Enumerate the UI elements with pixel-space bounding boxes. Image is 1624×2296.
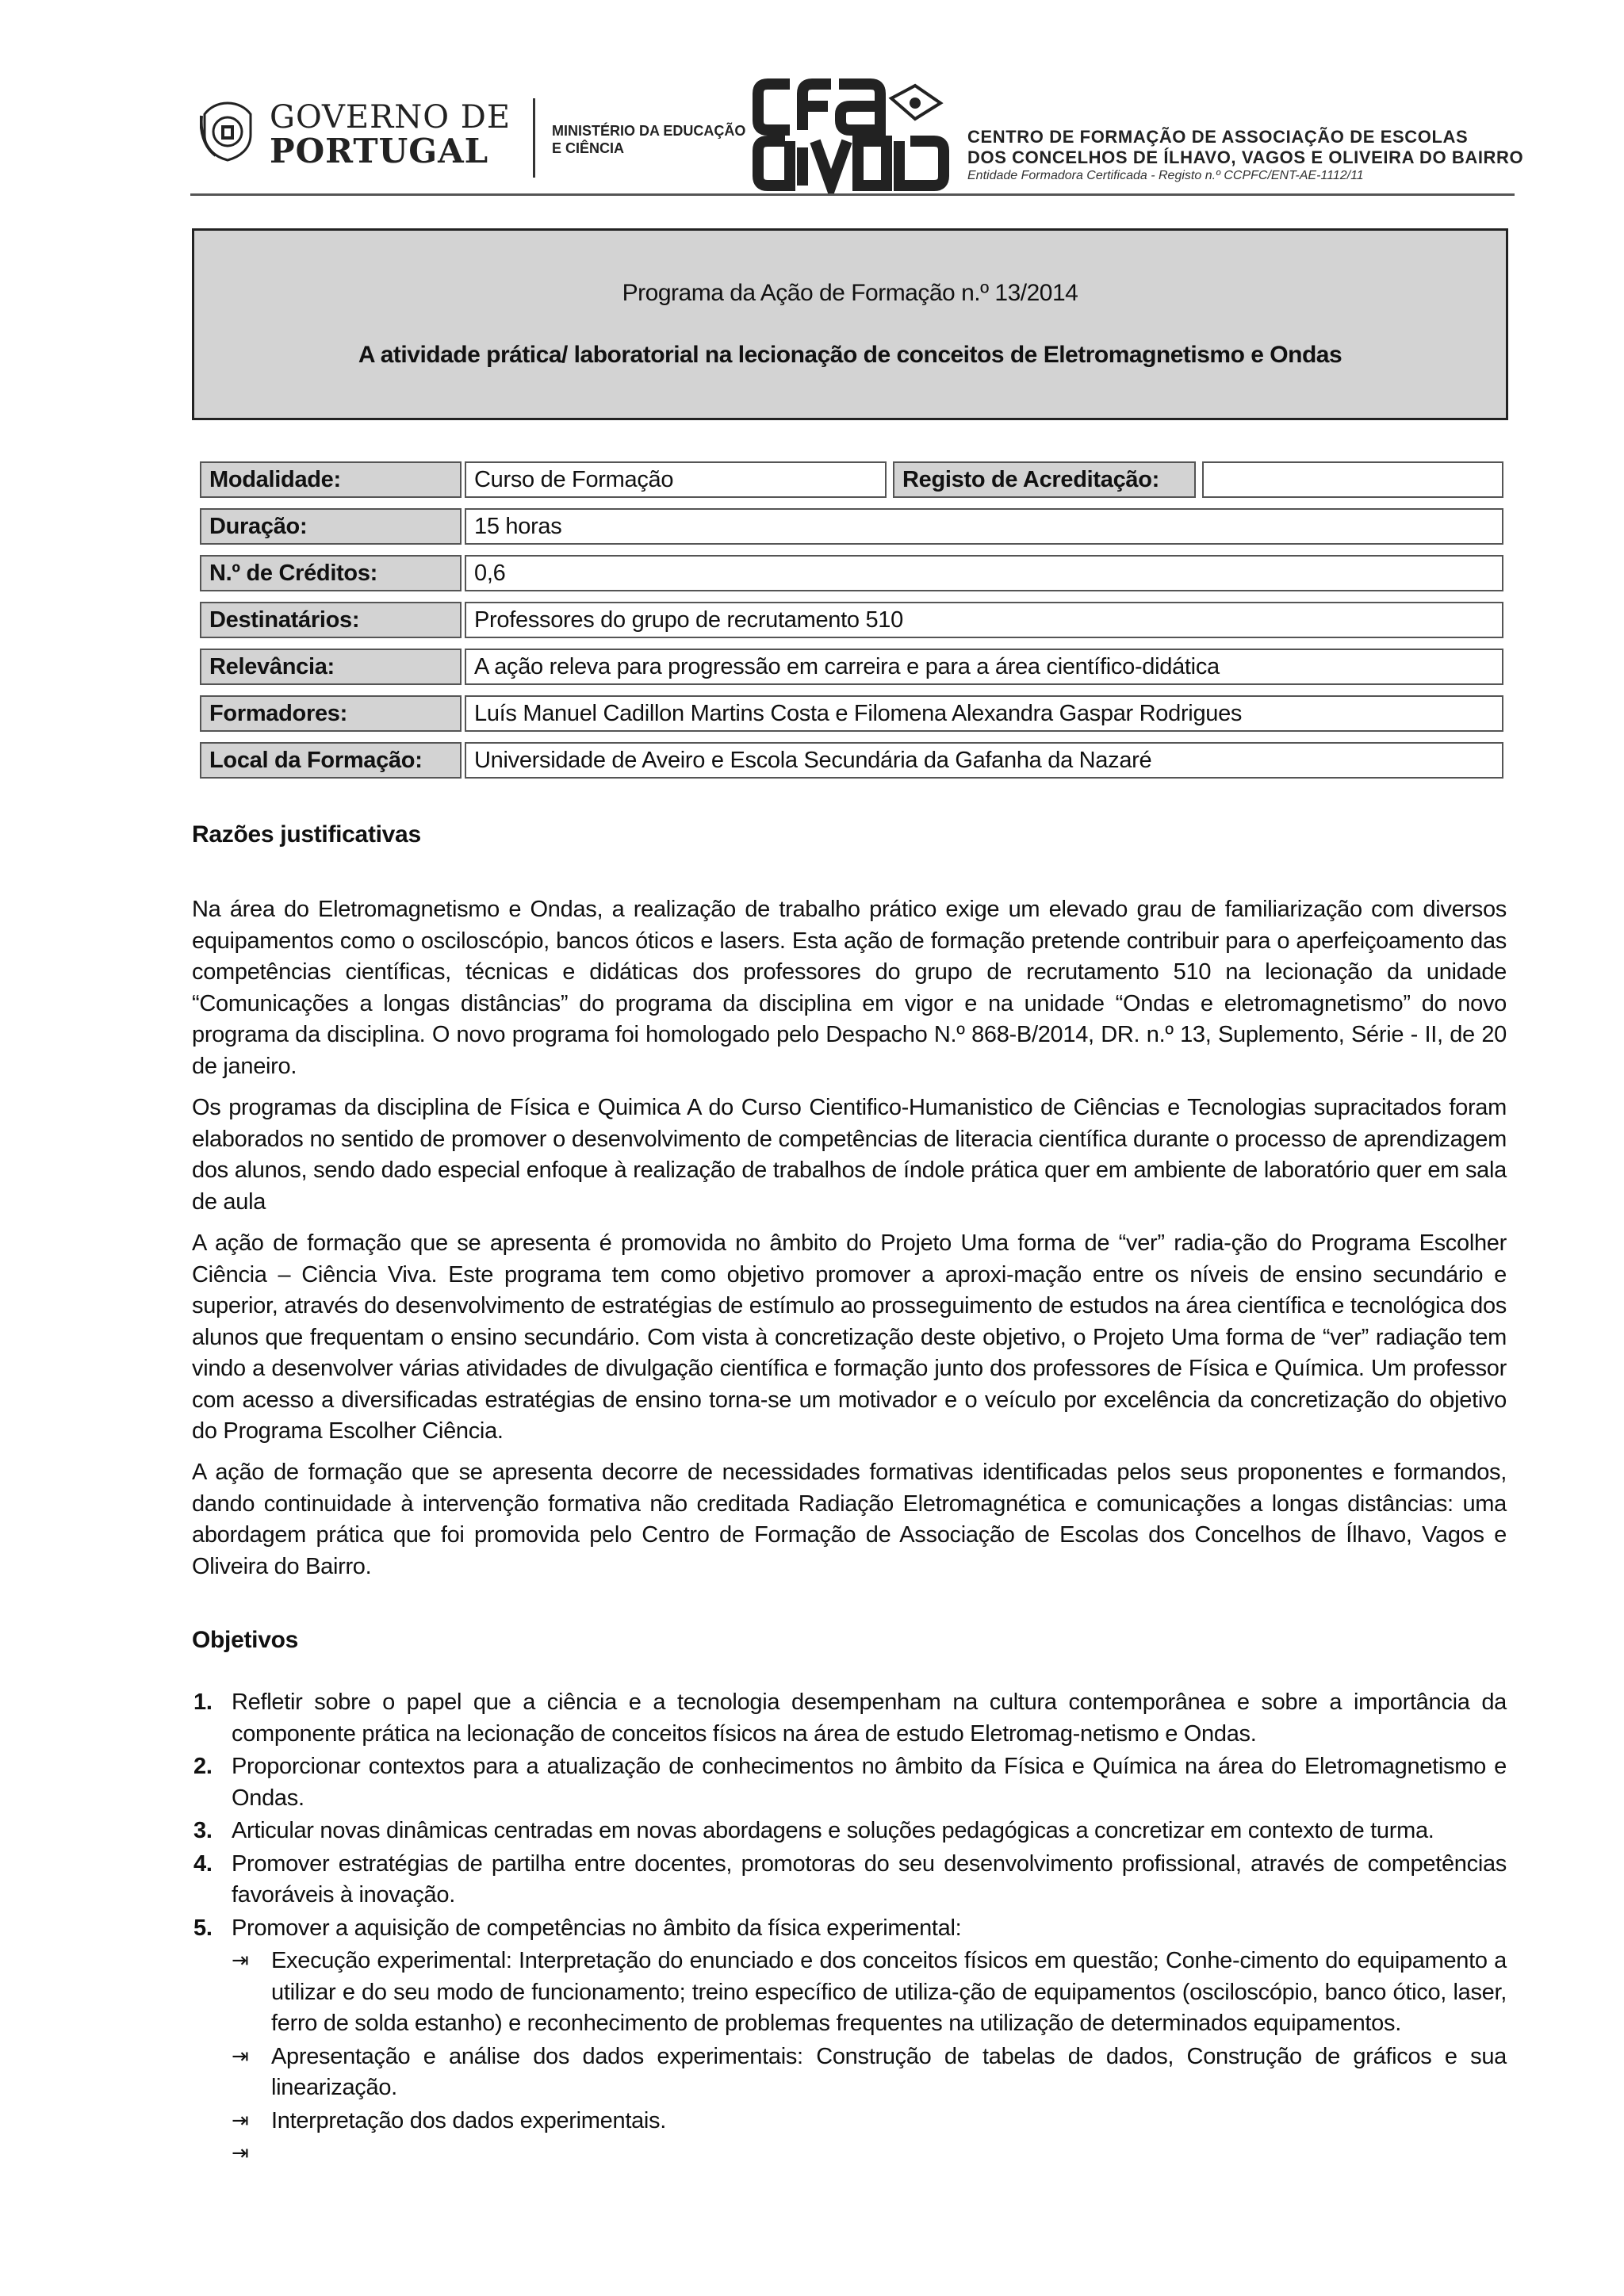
list-item [192, 1816, 1507, 1847]
list-item [192, 1687, 1507, 1750]
razoes-heading: Razões justificativas [192, 821, 421, 848]
destinatarios-label: Destinatários: [200, 602, 462, 638]
creditos-label: N.º de Créditos: [200, 555, 462, 591]
list-item-number: 4. [193, 1850, 213, 1877]
local-label: Local da Formação: [200, 742, 462, 779]
registo-label: Registo de Acreditação: [893, 461, 1196, 498]
portugal-coat-of-arms-icon [200, 100, 255, 162]
duracao-value: 15 horas [465, 508, 1503, 545]
list-item-number: 5. [193, 1915, 213, 1941]
center-registry: Entidade Formadora Certificada - Registo n.º CCPFC/ENT-AE-1112/11 [967, 169, 1364, 182]
sub-list-item [192, 2106, 1507, 2137]
arrow-right-to-bar-icon: ⇥ [232, 1949, 249, 1973]
page-header [190, 70, 1524, 197]
list-item [192, 1913, 1507, 1945]
center-line1: CENTRO DE FORMAÇÃO DE ASSOCIAÇÃO DE ESCOLAS [967, 127, 1469, 147]
header-rule [190, 193, 1515, 196]
sub-list-item-text [271, 2141, 278, 2166]
sub-list-item-text: Interpretação dos dados experimentais. [271, 2107, 667, 2133]
local-value: Universidade de Aveiro e Escola Secundária da Gafanha da Nazaré [465, 742, 1503, 779]
sub-list-item-text: Apresentação e análise dos dados experimentais: Construção de tabelas de dados, Construção de gráficos e sua linearização. [271, 2043, 1507, 2100]
gov-line2: PORTUGAL [270, 132, 489, 170]
training-center-name [967, 127, 1523, 184]
program-title: A atividade prática/ laboratorial na lecionação de conceitos de Eletromagnetismo e Ondas [358, 342, 1342, 368]
list-item-text: Proporcionar contextos para a atualização de conhecimentos no âmbito da Física e Química na área do Eletromagnetismo e Ondas. [232, 1754, 1507, 1811]
center-line2: DOS CONCELHOS DE ÍLHAVO, VAGOS E OLIVEIRA DO BAIRRO [967, 147, 1524, 167]
modalidade-value: Curso de Formação [465, 461, 887, 498]
ministry-name [552, 122, 745, 157]
objetivos-list [192, 1687, 1507, 2172]
sub-list-item [192, 2042, 1507, 2104]
modalidade-label: Modalidade: [200, 461, 462, 498]
relevancia-value: A ação releva para progressão em carreira e para a área científico-didática [465, 649, 1503, 685]
program-title-box [192, 228, 1508, 420]
destinatarios-value: Professores do grupo de recrutamento 510 [465, 602, 1503, 638]
arrow-right-to-bar-icon: ⇥ [232, 2108, 249, 2133]
list-item-text: Refletir sobre o papel que a ciência e a tecnologia desempenham na cultura contemporânea e sobre a importância da componente prática na lecionação de conceitos físicos na área de estudo Eletromag-netismo e Ondas. [232, 1689, 1507, 1747]
sub-list-item [192, 2138, 1507, 2170]
list-item [192, 1751, 1507, 1814]
arrow-right-to-bar-icon: ⇥ [232, 2044, 249, 2068]
creditos-value: 0,6 [465, 555, 1503, 591]
formadores-label: Formadores: [200, 695, 462, 732]
header-divider [533, 98, 535, 178]
razoes-paragraph-2: Os programas da disciplina de Física e Quimica A do Curso Cientifico-Humanistico de Ciências e Tecnologias supracitados foram elaborados no sentido de promover o desenvolvimento de competências de literacia científica durante o processo de aprendizagem dos alunos, sendo dado especial enfoque à realização de trabalhos de índole prática quer em ambiente de laboratório quer em sala de aula [192, 1095, 1507, 1215]
list-item-text: Promover a aquisição de competências no âmbito da física experimental: [232, 1915, 962, 1941]
relevancia-label: Relevância: [200, 649, 462, 685]
duracao-label: Duração: [200, 508, 462, 545]
arrow-right-to-bar-icon: ⇥ [232, 2141, 249, 2165]
ministry-line1: MINISTÉRIO DA EDUCAÇÃO [552, 123, 746, 139]
razoes-paragraph-3: A ação de formação que se apresenta é promovida no âmbito do Projeto Uma forma de “ver” radia-ção do Programa Escolher Ciência – Ciência Viva. Este programa tem como objetivo promover a aproxi-mação entre os níveis de ensino secundário e superior, através do desenvolvimento de estratégias de estímulo ao prosseguimento de estudos na área científica e tecnológica dos alunos que frequentam o ensino secundário. Com vista à concretização deste objetivo, o Projeto Uma forma de “ver” radiação tem vindo a desenvolver várias atividades de divulgação científica e formação junto dos professores de Física e Química. Um professor com acesso a diversificadas estratégias de ensino torna-se um motivador e o veículo por excelência da concretização do objetivo do Programa Escolher Ciência. [192, 1230, 1507, 1444]
list-item-text: Articular novas dinâmicas centradas em novas abordagens e soluções pedagógicas a concretizar em contexto de turma. [232, 1818, 1434, 1843]
sub-list-item [192, 1946, 1507, 2040]
list-item-text: Promover estratégias de partilha entre docentes, promotoras do seu desenvolvimento profissional, através de competências favoráveis à inovação. [232, 1850, 1507, 1908]
gov-line1: GOVERNO DE [270, 99, 511, 136]
razoes-paragraph-1: Na área do Eletromagnetismo e Ondas, a realização de trabalho prático exige um elevado grau de familiarização com diversos equipamentos como o osciloscópio, bancos óticos e lasers. Esta ação de formação pretende contribuir para o aperfeiçoamento das competências científicas, técnicas e didáticas dos professores do grupo de recrutamento 510 na lecionação da unidade “Comunicações a longas distâncias” do programa da disciplina em vigor e na unidade “Ondas e eletromagnetismo” do novo programa da disciplina. O novo programa foi homologado pelo Despacho N.º 868-B/2014, DR. n.º 13, Suplemento, Série - II, de 20 de janeiro. [192, 897, 1507, 1079]
government-name [270, 101, 511, 168]
objetivos-heading: Objetivos [192, 1627, 298, 1653]
program-number: Programa da Ação de Formação n.º 13/2014 [622, 280, 1078, 306]
cfa-aivob-logo [752, 75, 950, 193]
list-item-number: 1. [193, 1689, 213, 1715]
formadores-value: Luís Manuel Cadillon Martins Costa e Filomena Alexandra Gaspar Rodrigues [465, 695, 1503, 732]
list-item-number: 3. [193, 1818, 213, 1843]
list-item-number: 2. [193, 1754, 213, 1779]
sub-list-item-text: Execução experimental: Interpretação do enunciado e dos conceitos físicos em questão; Conhe-cimento do equipamento a utilizar e do seu modo de funcionamento; treino específico de utiliza-ção de equipamentos (osciloscópio, banco ótico, laser, ferro de solda estanho) e reconhecimento de problemas frequentes na utilização de determinados equipamentos. [271, 1948, 1507, 2036]
razoes-paragraph-4: A ação de formação que se apresenta decorre de necessidades formativas identificadas pelos seus proponentes e formandos, dando continuidade à intervenção formativa não creditada Radiação Eletromagnética e comunicações a longas distâncias: uma abordagem prática que foi promovida pelo Centro de Formação de Associação de Escolas dos Concelhos de Ílhavo, Vagos e Oliveira do Bairro. [192, 1460, 1507, 1579]
registo-value [1202, 461, 1503, 498]
ministry-line2: E CIÊNCIA [552, 140, 625, 156]
list-item [192, 1849, 1507, 1911]
